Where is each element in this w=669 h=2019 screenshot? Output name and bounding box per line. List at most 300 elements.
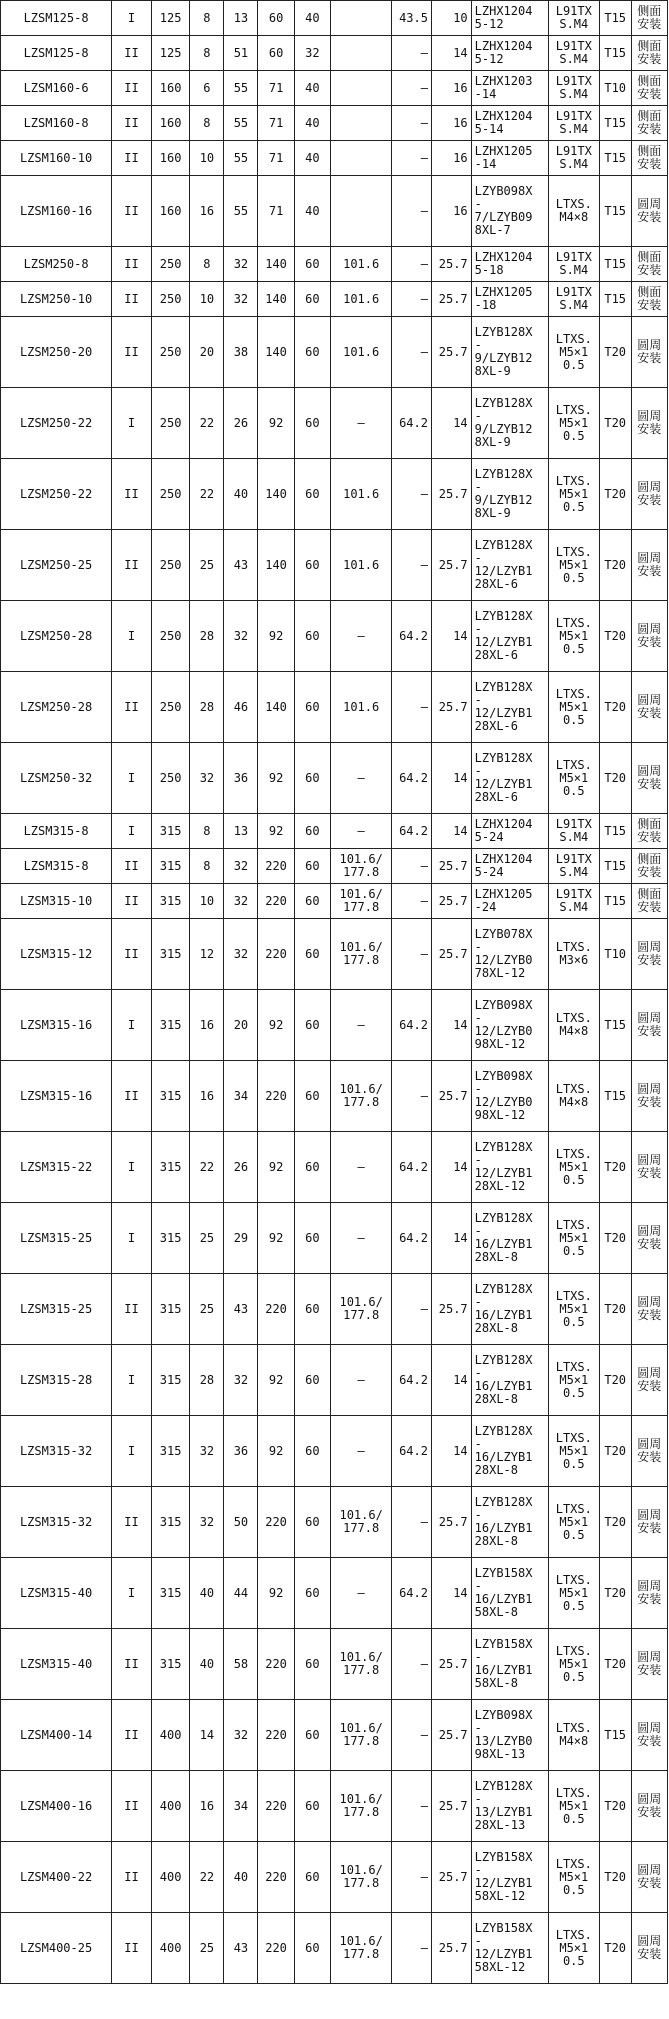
mount-cell: 圆周 安装 [631,1061,667,1132]
size-cell: 160 [151,176,190,247]
lead-cell: 10 [190,141,224,176]
size-cell: 315 [151,1345,190,1416]
dim-c-cell: 60 [294,1132,330,1203]
dim-e-cell: 64.2 [392,1345,432,1416]
lead-cell: 25 [190,1203,224,1274]
lead-cell: 32 [190,743,224,814]
mount-cell: 圆周 安装 [631,1487,667,1558]
screw-cell: LTXS. M5×1 0.5 [548,1842,599,1913]
model-cell: LZSM250-8 [1,247,112,282]
screw-cell: L91TX S.M4 [548,36,599,71]
size-cell: 315 [151,849,190,884]
dim-d-cell: — [331,1203,392,1274]
size-cell: 315 [151,919,190,990]
dim-e-cell: 64.2 [392,1416,432,1487]
size-cell: 250 [151,282,190,317]
dim-e-cell: 64.2 [392,1558,432,1629]
dim-b-cell: 71 [258,176,294,247]
dim-c-cell: 60 [294,317,330,388]
table-row [1,282,668,317]
mount-cell: 圆周 安装 [631,317,667,388]
screw-cell: LTXS. M5×1 0.5 [548,1274,599,1345]
dim-c-cell: 60 [294,884,330,919]
screw-cell: LTXS. M4×8 [548,1700,599,1771]
type-cell: I [112,1416,152,1487]
screw-cell: LTXS. M5×1 0.5 [548,1558,599,1629]
screw-cell: L91TX S.M4 [548,884,599,919]
type-cell: II [112,141,152,176]
dim-a-cell: 50 [224,1487,258,1558]
size-cell: 400 [151,1913,190,1984]
type-cell: II [112,1629,152,1700]
lead-cell: 10 [190,884,224,919]
dim-c-cell: 60 [294,247,330,282]
dim-c-cell: 60 [294,1913,330,1984]
lead-cell: 8 [190,849,224,884]
model-cell: LZSM315-16 [1,990,112,1061]
dim-d-cell: 101.6/ 177.8 [331,1487,392,1558]
mount-cell: 侧面 安装 [631,71,667,106]
size-cell: 250 [151,530,190,601]
size-cell: 400 [151,1771,190,1842]
dim-d-cell: — [331,743,392,814]
screw-cell: LTXS. M4×8 [548,176,599,247]
table-row [1,1203,668,1274]
dim-a-cell: 46 [224,672,258,743]
dim-a-cell: 55 [224,71,258,106]
table-row [1,1487,668,1558]
dim-e-cell: — [392,459,432,530]
dim-a-cell: 34 [224,1771,258,1842]
type-cell: II [112,247,152,282]
dim-b-cell: 220 [258,1700,294,1771]
wrench-cell: T20 [599,1132,631,1203]
dim-f-cell: 25.7 [431,849,471,884]
dim-a-cell: 32 [224,1345,258,1416]
table-row [1,1132,668,1203]
model-cell: LZSM250-32 [1,743,112,814]
dim-e-cell: — [392,672,432,743]
wrench-cell: T20 [599,1629,631,1700]
table-row [1,919,668,990]
wrench-cell: T10 [599,919,631,990]
dim-a-cell: 26 [224,1132,258,1203]
dim-c-cell: 32 [294,36,330,71]
dim-a-cell: 32 [224,884,258,919]
wrench-cell: T20 [599,530,631,601]
mount-cell: 圆周 安装 [631,388,667,459]
model-cell: LZSM315-10 [1,884,112,919]
wrench-cell: T15 [599,106,631,141]
mount-cell: 圆周 安装 [631,1345,667,1416]
dim-b-cell: 60 [258,1,294,36]
dim-d-cell: 101.6/ 177.8 [331,884,392,919]
dim-b-cell: 92 [258,814,294,849]
dim-c-cell: 60 [294,282,330,317]
model-cell: LZSM400-14 [1,1700,112,1771]
dim-c-cell: 60 [294,1558,330,1629]
lead-cell: 8 [190,106,224,141]
insert-cell: LZYB128X - 12/LZYB1 28XL-6 [471,672,548,743]
dim-d-cell: 101.6 [331,459,392,530]
dim-d-cell: 101.6/ 177.8 [331,919,392,990]
dim-c-cell: 60 [294,1061,330,1132]
dim-f-cell: 25.7 [431,1700,471,1771]
dim-f-cell: 16 [431,71,471,106]
dim-e-cell: 64.2 [392,601,432,672]
dim-c-cell: 60 [294,1345,330,1416]
size-cell: 250 [151,459,190,530]
lead-cell: 28 [190,1345,224,1416]
lead-cell: 22 [190,388,224,459]
wrench-cell: T20 [599,672,631,743]
insert-cell: LZYB098X - 12/LZYB0 98XL-12 [471,990,548,1061]
dim-e-cell: — [392,36,432,71]
dim-c-cell: 60 [294,1700,330,1771]
table-row [1,1416,668,1487]
dim-d-cell: 101.6/ 177.8 [331,1842,392,1913]
table-row [1,743,668,814]
dim-a-cell: 32 [224,919,258,990]
dim-f-cell: 16 [431,106,471,141]
dim-f-cell: 10 [431,1,471,36]
dim-e-cell: — [392,317,432,388]
dim-f-cell: 25.7 [431,1771,471,1842]
screw-cell: LTXS. M5×1 0.5 [548,1629,599,1700]
insert-cell: LZYB128X - 13/LZYB1 28XL-13 [471,1771,548,1842]
size-cell: 160 [151,71,190,106]
dim-b-cell: 71 [258,106,294,141]
model-cell: LZSM315-28 [1,1345,112,1416]
model-cell: LZSM250-22 [1,459,112,530]
dim-a-cell: 40 [224,459,258,530]
table-row [1,530,668,601]
dim-a-cell: 55 [224,106,258,141]
type-cell: II [112,1842,152,1913]
lead-cell: 28 [190,672,224,743]
insert-cell: LZYB098X - 13/LZYB0 98XL-13 [471,1700,548,1771]
type-cell: I [112,1558,152,1629]
model-cell: LZSM250-10 [1,282,112,317]
wrench-cell: T15 [599,141,631,176]
table-row [1,247,668,282]
lead-cell: 8 [190,247,224,282]
lead-cell: 32 [190,1416,224,1487]
wrench-cell: T15 [599,282,631,317]
type-cell: I [112,1203,152,1274]
dim-b-cell: 92 [258,1416,294,1487]
wrench-cell: T20 [599,743,631,814]
insert-cell: LZYB158X - 12/LZYB1 58XL-12 [471,1842,548,1913]
dim-d-cell [331,1,392,36]
type-cell: II [112,176,152,247]
insert-cell: LZHX1204 5-14 [471,106,548,141]
insert-cell: LZHX1205 -14 [471,141,548,176]
dim-c-cell: 60 [294,1842,330,1913]
type-cell: II [112,849,152,884]
screw-cell: LTXS. M5×1 0.5 [548,672,599,743]
dim-d-cell: — [331,990,392,1061]
dim-d-cell: 101.6/ 177.8 [331,1700,392,1771]
lead-cell: 16 [190,1771,224,1842]
wrench-cell: T20 [599,1345,631,1416]
type-cell: II [112,459,152,530]
model-cell: LZSM400-16 [1,1771,112,1842]
dim-f-cell: 16 [431,141,471,176]
dim-d-cell: 101.6/ 177.8 [331,1274,392,1345]
screw-cell: LTXS. M4×8 [548,990,599,1061]
screw-cell: LTXS. M3×6 [548,919,599,990]
mount-cell: 侧面 安装 [631,849,667,884]
lead-cell: 25 [190,1274,224,1345]
lead-cell: 8 [190,814,224,849]
screw-cell: L91TX S.M4 [548,71,599,106]
wrench-cell: T20 [599,1558,631,1629]
dim-d-cell: 101.6 [331,672,392,743]
model-cell: LZSM160-10 [1,141,112,176]
dim-c-cell: 60 [294,743,330,814]
table-row [1,1345,668,1416]
mount-cell: 圆周 安装 [631,601,667,672]
dim-d-cell: — [331,814,392,849]
model-cell: LZSM315-25 [1,1203,112,1274]
table-row [1,71,668,106]
insert-cell: LZYB098X - 12/LZYB0 98XL-12 [471,1061,548,1132]
dim-d-cell: 101.6 [331,247,392,282]
model-cell: LZSM250-20 [1,317,112,388]
dim-a-cell: 40 [224,1842,258,1913]
dim-a-cell: 32 [224,247,258,282]
insert-cell: LZHX1204 5-12 [471,36,548,71]
type-cell: I [112,388,152,459]
dim-c-cell: 60 [294,919,330,990]
mount-cell: 圆周 安装 [631,1416,667,1487]
dim-a-cell: 58 [224,1629,258,1700]
insert-cell: LZYB158X - 16/LZYB1 58XL-8 [471,1629,548,1700]
type-cell: I [112,601,152,672]
type-cell: II [112,1061,152,1132]
table-row [1,141,668,176]
mount-cell: 圆周 安装 [631,1842,667,1913]
dim-e-cell: — [392,247,432,282]
model-cell: LZSM315-22 [1,1132,112,1203]
size-cell: 160 [151,106,190,141]
dim-d-cell: 101.6 [331,282,392,317]
table-row [1,176,668,247]
size-cell: 315 [151,1487,190,1558]
dim-f-cell: 25.7 [431,247,471,282]
insert-cell: LZYB158X - 16/LZYB1 58XL-8 [471,1558,548,1629]
dim-f-cell: 25.7 [431,919,471,990]
dim-c-cell: 40 [294,71,330,106]
dim-c-cell: 60 [294,1487,330,1558]
lead-cell: 25 [190,530,224,601]
dim-e-cell: 64.2 [392,990,432,1061]
mount-cell: 侧面 安装 [631,36,667,71]
insert-cell: LZHX1204 5-24 [471,849,548,884]
dim-b-cell: 92 [258,990,294,1061]
mount-cell: 圆周 安装 [631,672,667,743]
dim-c-cell: 60 [294,601,330,672]
table-row [1,672,668,743]
model-cell: LZSM315-25 [1,1274,112,1345]
dim-b-cell: 220 [258,1913,294,1984]
dim-a-cell: 32 [224,601,258,672]
dim-a-cell: 13 [224,814,258,849]
size-cell: 315 [151,1132,190,1203]
dim-f-cell: 14 [431,1558,471,1629]
dim-c-cell: 60 [294,530,330,601]
dim-b-cell: 220 [258,1771,294,1842]
dim-c-cell: 60 [294,849,330,884]
table-row [1,1913,668,1984]
dim-b-cell: 92 [258,743,294,814]
dim-e-cell: — [392,282,432,317]
table-row [1,990,668,1061]
wrench-cell: T20 [599,1416,631,1487]
dim-a-cell: 51 [224,36,258,71]
dim-f-cell: 14 [431,36,471,71]
size-cell: 250 [151,317,190,388]
dim-e-cell: — [392,106,432,141]
insert-cell: LZHX1204 5-18 [471,247,548,282]
wrench-cell: T20 [599,1842,631,1913]
dim-a-cell: 13 [224,1,258,36]
dim-c-cell: 60 [294,672,330,743]
insert-cell: LZYB098X - 7/LZYB09 8XL-7 [471,176,548,247]
mount-cell: 侧面 安装 [631,247,667,282]
type-cell: I [112,1132,152,1203]
wrench-cell: T20 [599,388,631,459]
dim-b-cell: 220 [258,1629,294,1700]
dim-a-cell: 32 [224,849,258,884]
dim-e-cell: — [392,1771,432,1842]
screw-cell: LTXS. M5×1 0.5 [548,530,599,601]
dim-a-cell: 55 [224,176,258,247]
dim-b-cell: 220 [258,1842,294,1913]
dim-e-cell: 64.2 [392,743,432,814]
insert-cell: LZYB158X - 12/LZYB1 58XL-12 [471,1913,548,1984]
screw-cell: LTXS. M5×1 0.5 [548,1416,599,1487]
insert-cell: LZYB128X - 16/LZYB1 28XL-8 [471,1416,548,1487]
insert-cell: LZYB128X - 12/LZYB1 28XL-6 [471,530,548,601]
dim-e-cell: — [392,849,432,884]
screw-cell: LTXS. M5×1 0.5 [548,1771,599,1842]
dim-e-cell: 64.2 [392,814,432,849]
wrench-cell: T20 [599,459,631,530]
mount-cell: 圆周 安装 [631,1771,667,1842]
lead-cell: 8 [190,1,224,36]
dim-e-cell: 64.2 [392,1132,432,1203]
wrench-cell: T20 [599,1771,631,1842]
screw-cell: L91TX S.M4 [548,849,599,884]
wrench-cell: T15 [599,36,631,71]
type-cell: II [112,672,152,743]
size-cell: 315 [151,1061,190,1132]
wrench-cell: T15 [599,176,631,247]
dim-f-cell: 14 [431,743,471,814]
wrench-cell: T15 [599,247,631,282]
type-cell: II [112,919,152,990]
model-cell: LZSM250-22 [1,388,112,459]
type-cell: I [112,1,152,36]
size-cell: 250 [151,388,190,459]
insert-cell: LZHX1205 -24 [471,884,548,919]
wrench-cell: T20 [599,1913,631,1984]
dim-f-cell: 25.7 [431,884,471,919]
size-cell: 250 [151,247,190,282]
wrench-cell: T15 [599,814,631,849]
dim-d-cell: — [331,1132,392,1203]
dim-e-cell: — [392,1274,432,1345]
model-cell: LZSM250-28 [1,672,112,743]
dim-b-cell: 220 [258,884,294,919]
dim-d-cell [331,141,392,176]
mount-cell: 圆周 安装 [631,530,667,601]
dim-a-cell: 32 [224,282,258,317]
dim-e-cell: — [392,1700,432,1771]
dim-c-cell: 60 [294,1274,330,1345]
screw-cell: LTXS. M5×1 0.5 [548,1203,599,1274]
size-cell: 315 [151,1558,190,1629]
size-cell: 250 [151,672,190,743]
dim-f-cell: 25.7 [431,1274,471,1345]
table-row [1,1,668,36]
insert-cell: LZHX1204 5-24 [471,814,548,849]
insert-cell: LZYB128X - 12/LZYB1 28XL-6 [471,743,548,814]
type-cell: II [112,530,152,601]
dim-a-cell: 26 [224,388,258,459]
lead-cell: 40 [190,1558,224,1629]
dim-f-cell: 25.7 [431,282,471,317]
wrench-cell: T20 [599,317,631,388]
mount-cell: 圆周 安装 [631,1700,667,1771]
model-cell: LZSM315-40 [1,1629,112,1700]
dim-d-cell: 101.6/ 177.8 [331,1061,392,1132]
dim-c-cell: 60 [294,1629,330,1700]
dim-e-cell: 64.2 [392,1203,432,1274]
table-row [1,1771,668,1842]
type-cell: I [112,814,152,849]
dim-a-cell: 44 [224,1558,258,1629]
dim-b-cell: 220 [258,919,294,990]
lead-cell: 12 [190,919,224,990]
screw-cell: L91TX S.M4 [548,1,599,36]
screw-cell: LTXS. M5×1 0.5 [548,743,599,814]
model-cell: LZSM400-22 [1,1842,112,1913]
lead-cell: 14 [190,1700,224,1771]
dim-a-cell: 43 [224,530,258,601]
table-row [1,1061,668,1132]
dim-f-cell: 25.7 [431,530,471,601]
dim-d-cell: — [331,1416,392,1487]
dim-f-cell: 25.7 [431,1913,471,1984]
dim-b-cell: 92 [258,601,294,672]
dim-f-cell: 14 [431,601,471,672]
screw-cell: LTXS. M5×1 0.5 [548,388,599,459]
dim-e-cell: 43.5 [392,1,432,36]
insert-cell: LZYB128X - 9/LZYB12 8XL-9 [471,388,548,459]
dim-f-cell: 25.7 [431,1487,471,1558]
dim-f-cell: 25.7 [431,672,471,743]
mount-cell: 圆周 安装 [631,1558,667,1629]
mount-cell: 圆周 安装 [631,990,667,1061]
size-cell: 400 [151,1700,190,1771]
dim-b-cell: 92 [258,388,294,459]
type-cell: I [112,1345,152,1416]
dim-d-cell [331,106,392,141]
screw-cell: LTXS. M5×1 0.5 [548,317,599,388]
